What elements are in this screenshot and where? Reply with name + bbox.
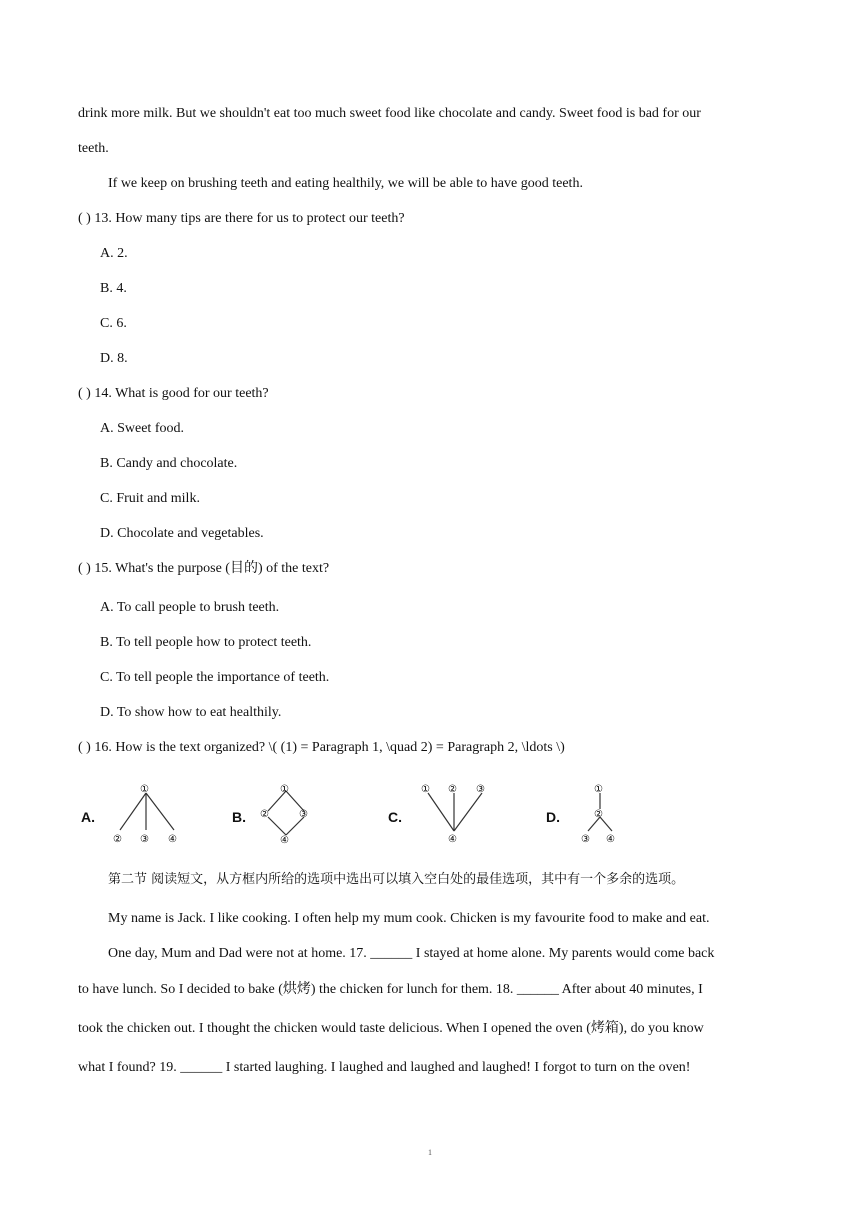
- passage-line: If we keep on brushing teeth and eating healthily, we will be able to have good teeth.: [108, 176, 583, 191]
- node-label: ④: [280, 835, 289, 846]
- diagram-label: C.: [388, 809, 402, 825]
- question-stem: ( ) 15. What's the purpose (目的) of the text?: [78, 561, 330, 576]
- node-label: ②: [113, 834, 122, 845]
- node-label: ②: [260, 809, 269, 820]
- question-option: B. Candy and chocolate.: [100, 456, 238, 471]
- question-option: D. To show how to eat healthily.: [100, 705, 282, 720]
- node-label: ④: [448, 834, 457, 845]
- question-option: C. To tell people the importance of teeth.: [100, 670, 330, 685]
- diagram-label: A.: [81, 809, 95, 825]
- passage-line: what I found? 19. ______ I started laughing. I laughed and laughed and laughed! I forgot to turn on the oven!: [78, 1060, 691, 1075]
- passage-line: took the chicken out. I thought the chicken would taste delicious. When I opened the oven (烤箱), do you know: [78, 1021, 704, 1036]
- node-label: ①: [594, 784, 603, 795]
- node-label: ③: [299, 809, 308, 820]
- passage-line: teeth.: [78, 141, 109, 156]
- question-option: D. 8.: [100, 351, 128, 366]
- question-option: A. Sweet food.: [100, 421, 184, 436]
- question-option: B. 4.: [100, 281, 127, 296]
- question-option: A. 2.: [100, 246, 128, 261]
- passage-line: One day, Mum and Dad were not at home. 17. ______ I stayed at home alone. My parents would come back: [108, 946, 715, 961]
- question-stem: ( ) 16. How is the text organized? \( (1) = Paragraph 1, \quad 2) = Paragraph 2, \ldots \): [78, 740, 565, 755]
- passage-line: to have lunch. So I decided to bake (烘烤) the chicken for lunch for them. 18. ______ After about 40 minutes, I: [78, 982, 703, 997]
- diagram-c-graphic: [388, 775, 508, 853]
- passage-line: drink more milk. But we shouldn't eat too much sweet food like chocolate and candy. Sweet food is bad for our: [78, 106, 701, 121]
- passage-line: My name is Jack. I like cooking. I often help my mum cook. Chicken is my favourite food to make and eat.: [108, 911, 710, 926]
- question-option: A. To call people to brush teeth.: [100, 600, 280, 615]
- diagram-d: [546, 775, 638, 853]
- question-option: C. Fruit and milk.: [100, 491, 200, 506]
- node-label: ④: [168, 834, 177, 845]
- diagram-a: [78, 775, 188, 853]
- question-option: C. 6.: [100, 316, 127, 331]
- node-label: ①: [280, 784, 289, 795]
- diagram-label: B.: [232, 809, 246, 825]
- node-label: ②: [594, 809, 603, 820]
- node-label: ④: [606, 834, 615, 845]
- section-instruction: 第二节 阅读短文，从方框内所给的选项中选出可以填入空白处的最佳选项，其中有一个多余的选项。: [108, 872, 685, 887]
- question-option: D. Chocolate and vegetables.: [100, 526, 264, 541]
- node-label: ③: [476, 784, 485, 795]
- question-stem: ( ) 14. What is good for our teeth?: [78, 386, 269, 401]
- diagram-c: [388, 775, 508, 853]
- node-label: ①: [421, 784, 430, 795]
- question-option: B. To tell people how to protect teeth.: [100, 635, 312, 650]
- node-label: ②: [448, 784, 457, 795]
- node-label: ①: [140, 784, 149, 795]
- node-label: ③: [581, 834, 590, 845]
- page-number: 1: [428, 1148, 432, 1157]
- diagram-b: [232, 775, 322, 853]
- diagram-d-graphic: [546, 775, 638, 853]
- diagram-a-graphic: [78, 775, 188, 853]
- question-stem: ( ) 13. How many tips are there for us to protect our teeth?: [78, 211, 405, 226]
- diagram-b-graphic: [232, 775, 322, 853]
- node-label: ③: [140, 834, 149, 845]
- diagram-label: D.: [546, 809, 560, 825]
- structure-diagrams: [78, 775, 638, 853]
